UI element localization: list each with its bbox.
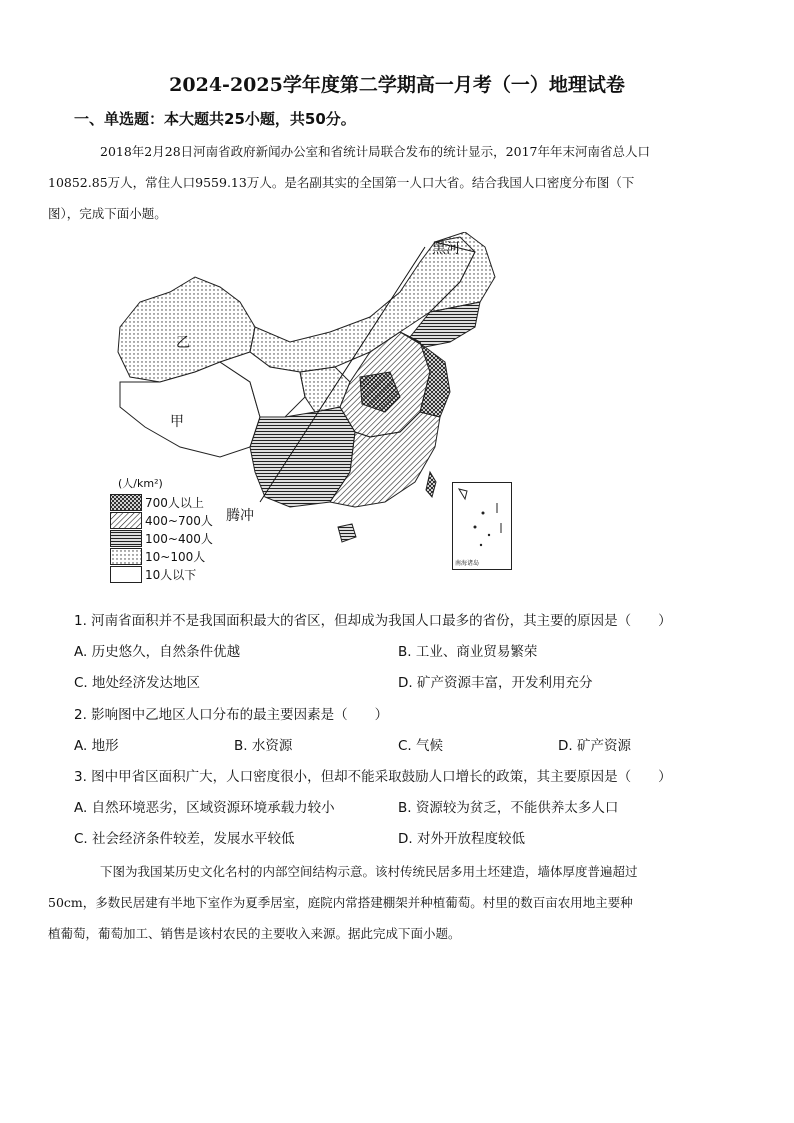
passage-2-line-1: 下图为我国某历史文化名村的内部空间结构示意。该村传统民居多用土坯建造，墙体厚度普遍超过 [100,864,638,879]
section-heading: 一、单选题：本大题共25小题，共50分。 [74,110,356,128]
legend-swatch-blank [110,566,142,583]
passage-2-line-3: 植葡萄，葡萄加工、销售是该村农民的主要收入来源。据此完成下面小题。 [48,926,461,941]
question-2-option-a[interactable]: A. 地形 [74,738,119,754]
legend-item [110,511,213,529]
question-3-option-a[interactable]: A. 自然环境恶劣，区域资源环境承载力较小 [74,800,335,816]
question-3: 3. 图中甲省区面积广大，人口密度很小，但却不能采取鼓励人口增长的政策，其主要原因是（ ） [74,769,672,785]
region-hainan [338,524,356,542]
question-3-option-d[interactable]: D. 对外开放程度较低 [398,831,525,847]
legend-label: 400~700人 [145,513,213,528]
intro-paragraph [48,136,722,229]
passage-2-line-2: 50cm，多数民居建有半地下室作为夏季居室，庭院内常搭建棚架并种植葡萄。村里的数百亩农用地主要种 [48,895,633,910]
intro-line-2: 10852.85万人，常住人口9559.13万人。是名副其实的全国第一人口大省。结合我国人口密度分布图（下 [48,175,635,190]
legend-label: 10~100人 [145,549,206,564]
intro-line-3: 图），完成下面小题。 [48,206,167,221]
inset-label: 南海诸岛 [455,560,480,567]
label-jia: 甲 [170,414,184,430]
label-yi: 乙 [176,335,190,351]
intro-line-1: 2018年2月28日河南省政府新闻办公室和省统计局联合发布的统计显示，2017年年末河南省总人口 [100,144,650,159]
question-1-option-a[interactable]: A. 历史悠久，自然条件优越 [74,644,241,660]
legend-label: 700人以上 [145,495,204,510]
label-tengchong: 腾冲 [226,508,254,524]
south-china-sea-inset [452,482,512,570]
passage-2 [48,856,722,949]
legend-item [110,565,213,583]
question-1-option-c[interactable]: C. 地处经济发达地区 [74,675,201,691]
map-legend [110,475,213,583]
question-1-option-b[interactable]: B. 工业、商业贸易繁荣 [398,644,538,660]
legend-swatch-horizontal [110,530,142,547]
question-3-option-b[interactable]: B. 资源较为贫乏，不能供养太多人口 [398,800,619,816]
question-2-option-c[interactable]: C. 气候 [398,738,444,754]
question-2-option-b[interactable]: B. 水资源 [234,738,293,754]
question-1-option-d[interactable]: D. 矿产资源丰富，开发利用充分 [398,675,593,691]
legend-label: 10人以下 [145,567,197,582]
region-taiwan [426,472,436,497]
question-2-option-d[interactable]: D. 矿产资源 [558,738,631,754]
legend-label: 100~400人 [145,531,213,546]
question-3-option-c[interactable]: C. 社会经济条件较差，发展水平较低 [74,831,295,847]
legend-swatch-diagonal [110,512,142,529]
inset-svg [453,483,511,569]
label-heihe: 黑河 [432,241,460,257]
legend-item [110,547,213,565]
question-2: 2. 影响图中乙地区人口分布的最主要因素是（ ） [74,707,389,723]
legend-item [110,493,213,511]
legend-item [110,529,213,547]
legend-unit: (人/km²) [118,477,163,490]
legend-swatch-crosshatch [110,494,142,511]
question-1: 1. 河南省面积并不是我国面积最大的省区，但却成为我国人口最多的省份，其主要的原因是（ ） [74,613,672,629]
legend-swatch-dots [110,548,142,565]
page-title: 2024-2025学年度第二学期高一月考（一）地理试卷 [169,74,625,96]
